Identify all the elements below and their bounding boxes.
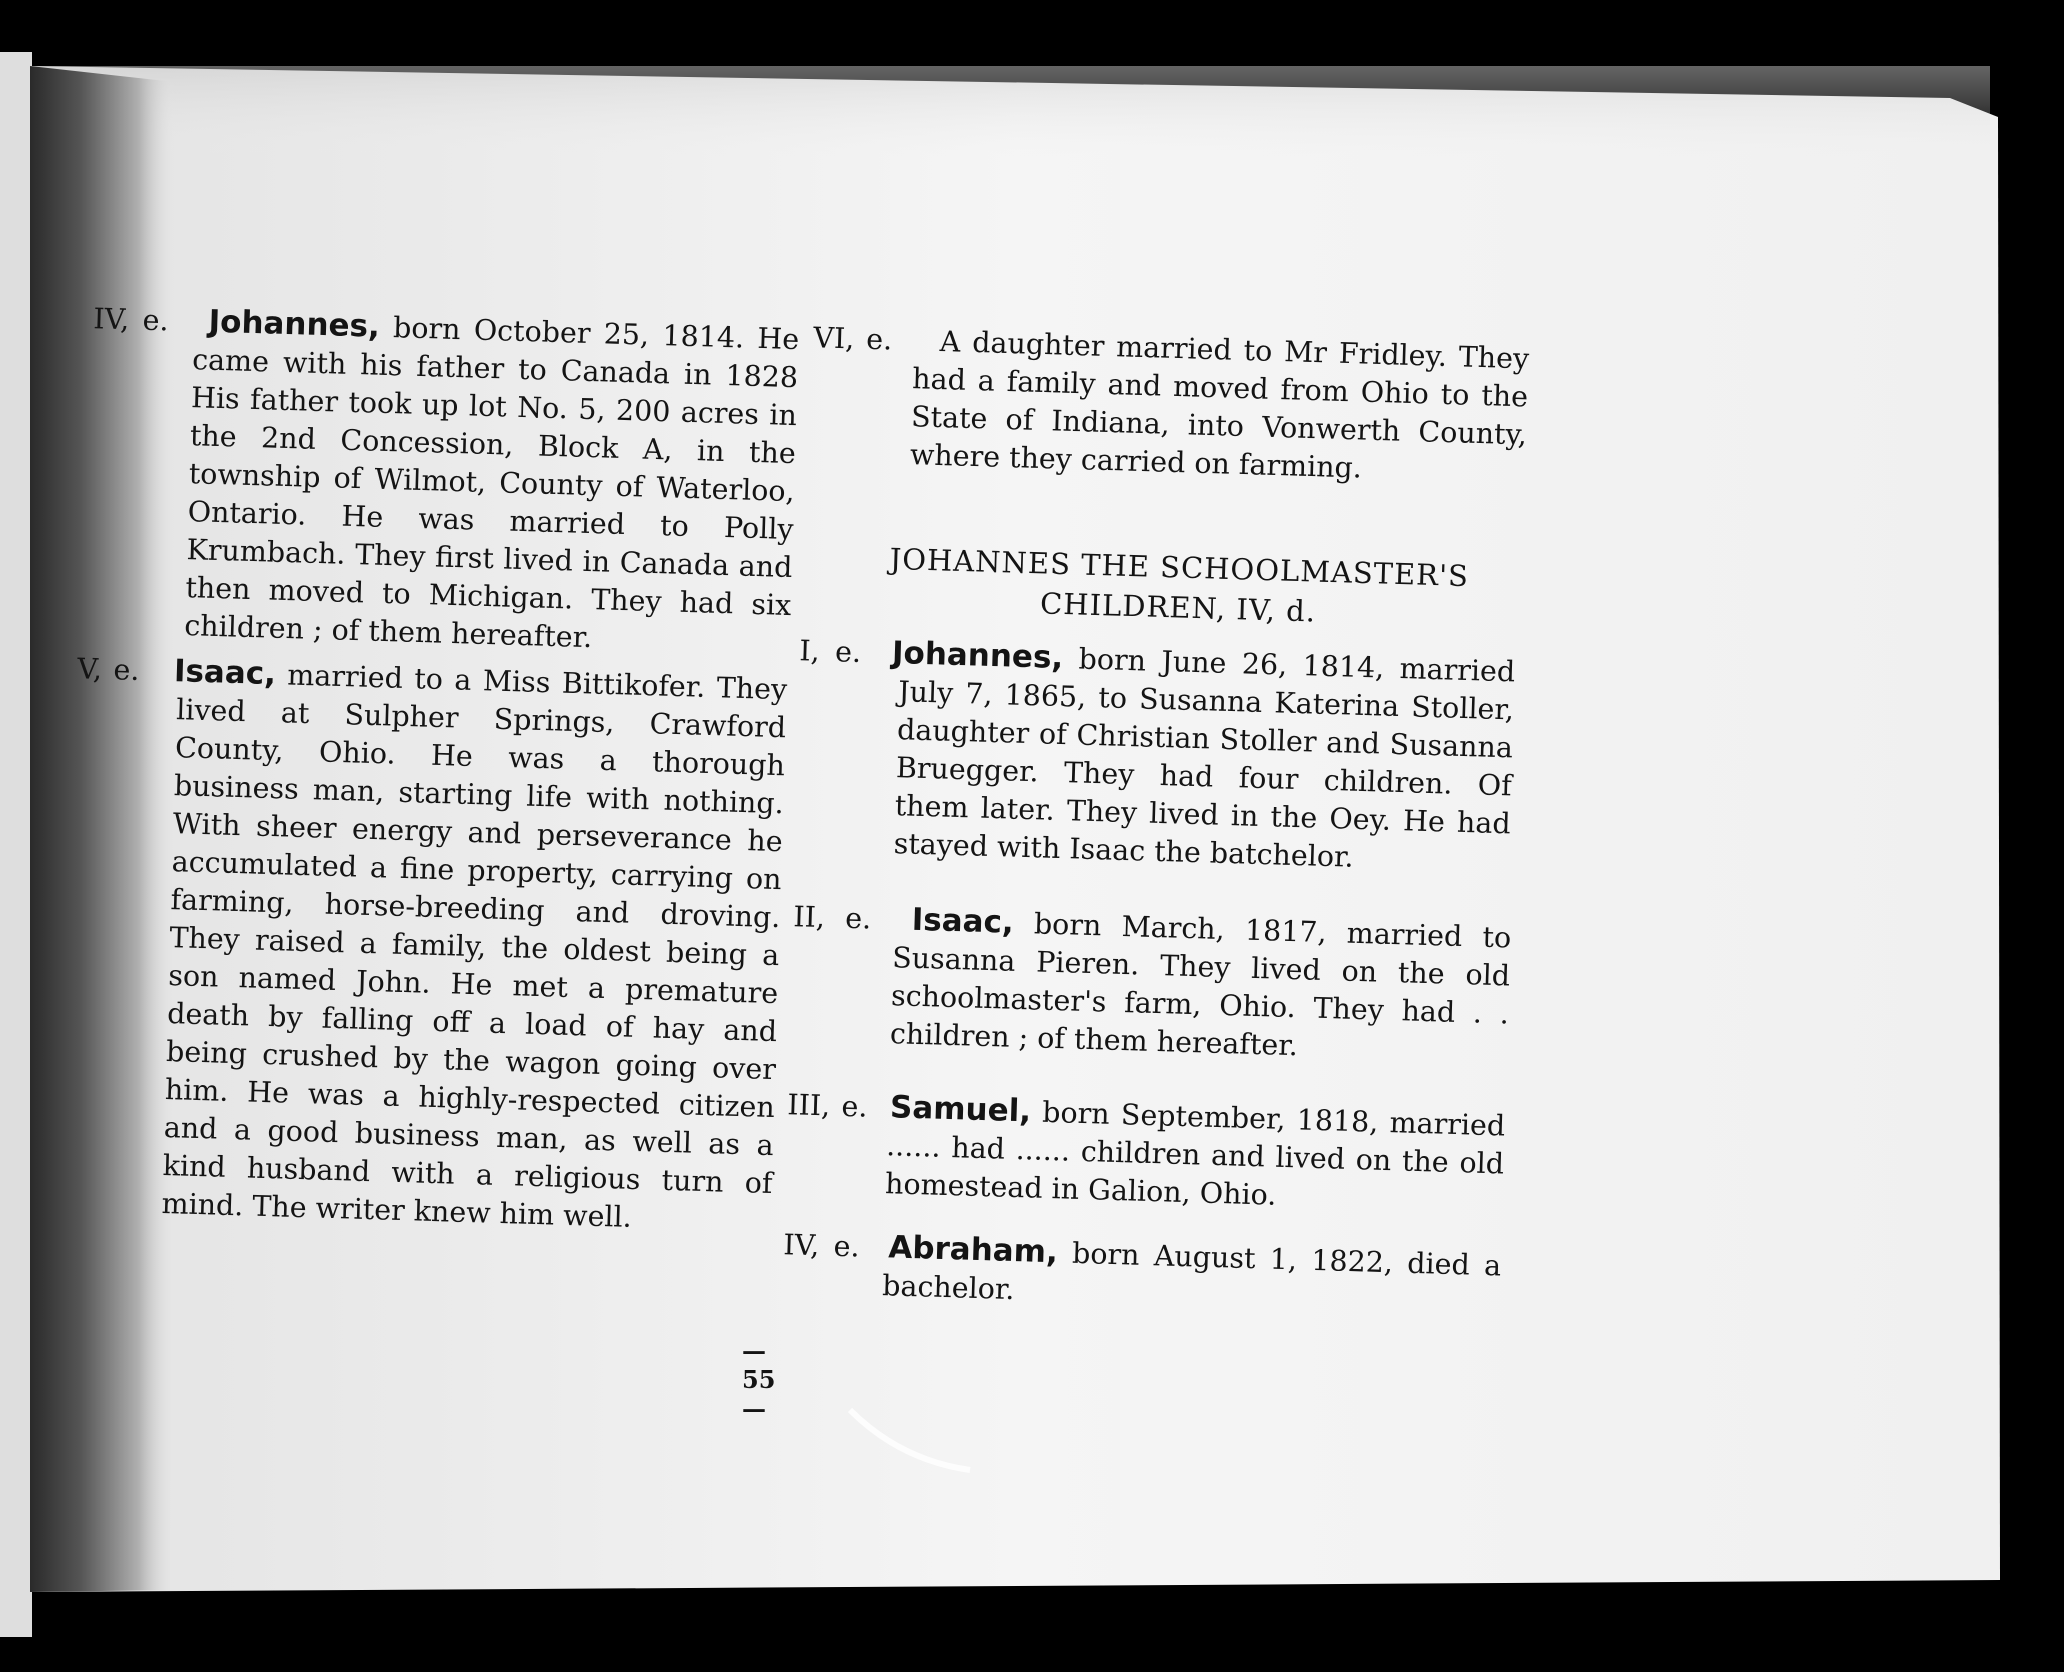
entry-samuel-iii [786,1086,1506,1221]
entry-number: V, e. [76,652,140,688]
entry-name: Abraham, [887,1229,1059,1271]
entry-number: IV, e. [92,302,170,338]
heading-line-2: CHILDREN, IV, d. [1039,586,1317,629]
entry-name: Johannes, [208,303,381,345]
entry-text: A daughter married to Mr Fridley. They had a family and moved from Ohio to the State of Indiana, into Vonwerth County, where they carried on farming. [909,324,1530,485]
entry-number: III, e. [786,1088,868,1124]
entry-text: born June 26, 1814, married July 7, 1865, to Susanna Katerina Stoller, daughter of Christian Stoller and Susanna Bruegger. They had four children. Of them later. They lived in the Oey. He had stayed with Isaac the batchelor. [893,642,1516,874]
entry-name: Johannes, [891,634,1064,677]
entry-number: II, e. [792,900,872,936]
entry-text: born September, 1818, married ...... had ...... children and lived on the old homestead in Galion, Ohio. [884,1095,1506,1212]
entry-isaac-v [76,650,788,1241]
entry-isaac-ii [792,898,1512,1071]
entry-text: born March, 1817, married to Susanna Pieren. They lived on the old schoolmaster's farm, Ohio. They had . . children ; of them hereafter. [889,907,1512,1063]
top-shade [30,66,1990,156]
entry-body [786,1086,1506,1221]
entry-number: IV, e. [782,1228,861,1264]
opposite-page-edge [0,52,32,1637]
entry-text: born October 25, 1814. He came with his father to Canada in 1828 His father took up lot No. 5, 200 acres in the 2nd Concession, Block A, in the township of Wilmot, County of Waterloo, Ontario. He was married to Polly Krumbach. They first lived in Canada and then moved to Michigan. They had six children ; of them hereafter. [183,311,800,655]
entry-daughter-vi [812,320,1530,492]
entry-text: born August 1, 1822, died a bachelor. [881,1236,1502,1307]
entry-johannes-i [798,632,1516,881]
entry-text: married to a Miss Bittikofer. They lived at Sulpher Springs, Crawford County, Ohio. He was a thorough business man, starting life with nothing. With sheer energy and perseverance he accumulated a fine property, carrying on farming, horse-breeding and droving. They raised a family, the oldest being a son named John. He met a premature death by falling off a load of hay and being crushed by the wagon going over him. He was a highly-respected citizen and a good business man, as well as a kind husband with a religious turn of mind. The writer knew him well. [161,658,788,1234]
entry-name: Isaac, [911,901,1015,941]
entry-name: Samuel, [889,1089,1032,1130]
entry-name: Isaac, [173,653,277,693]
entry-number: I, e. [798,634,862,670]
entry-body [798,632,1516,881]
entry-body [92,300,800,663]
entry-body [792,898,1512,1071]
page-number: —55— [742,1336,776,1423]
entry-number: VI, e. [812,321,893,357]
entry-body [812,320,1530,492]
entry-body [76,650,788,1241]
heading-line-1: JOHANNES THE SCHOOLMASTER'S [889,541,1470,594]
entry-johannes-iv [92,300,800,663]
